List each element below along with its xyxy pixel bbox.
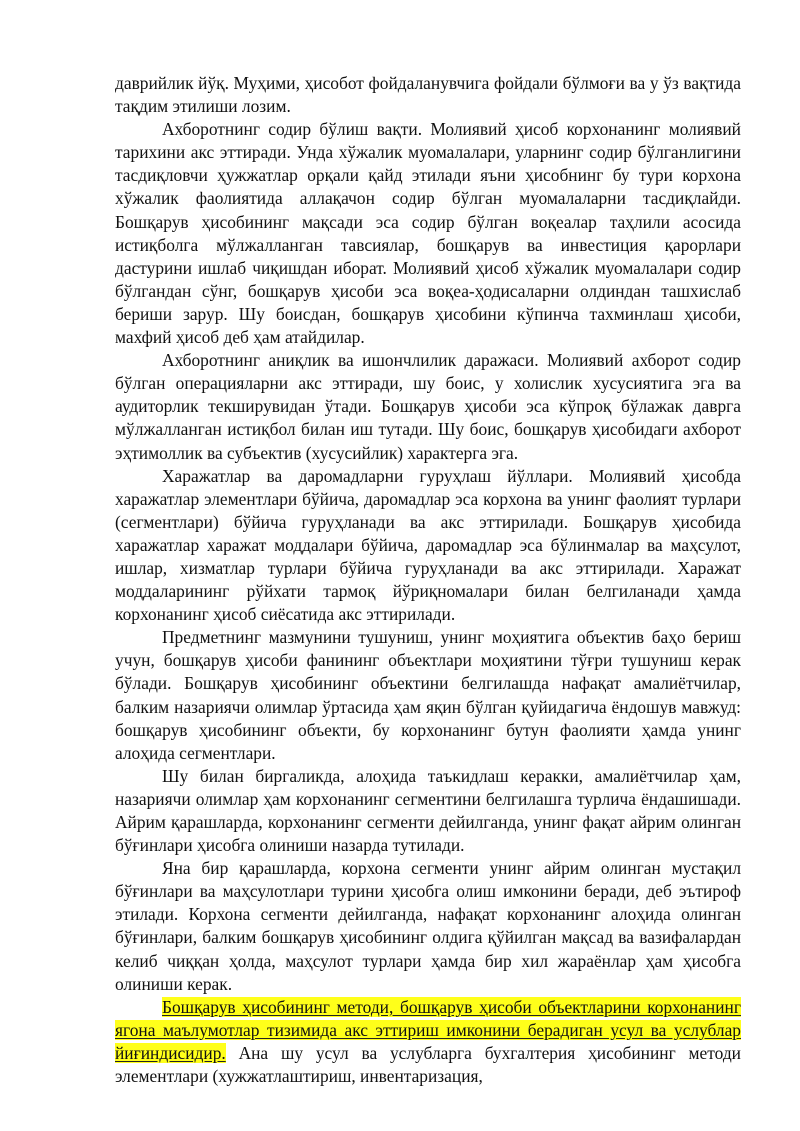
paragraph-1: Ахборотнинг содир бўлиш вақти. Молиявий ҳисоб корхонанинг молиявий тарихини акс эттиради. Унда хўжалик муомалалари, уларнинг содир бўлганлигини тасдиқловчи ҳужжатлар орқали қайд этилади яъни ҳисобнинг бу тури корхона хўжалик фаолиятида аллақачон содир бўлган муомалаларни тасдиқлайди. Бошқарув ҳисобининг мақсади эса содир бўлган воқеалар таҳлили асосида истиқболга мўлжалланган тавсиялар, бошқарув ва инвестиция қарорлари дастурини ишлаб чиқишдан иборат. Молиявий ҳисоб хўжалик муомалалари содир бўлгандан сўнг, бошқарув ҳисоби эса воқеа-ҳодисаларни олдиндан ташхислаб бериши зарур. Шу боисдан, бошқарув ҳисобини кўпинча тахминлаш ҳисоби, махфий ҳисоб деб ҳам атайдилар. [115, 119, 741, 348]
paragraph-2: Ахборотнинг аниқлик ва ишончлилик даражаси. Молиявий ахборот содир бўлган операцияларни акс эттиради, шу боис, у холислик хусусиятига эга ва аудиторлик текширувидан ўтади. Бошқарув ҳисоби эса кўпроқ бўлажак даврга мўлжалланган истиқбол билан иш тутади. Шу боис, бошқарув ҳисобидаги ахборот эҳтимоллик ва субъектив (хусусийлик) характерга эга. [115, 350, 741, 463]
paragraph-3: Харажатлар ва даромадларни гуруҳлаш йўллари. Молиявий ҳисобда харажатлар элементлари бўйича, даромадлар эса корхона ва унинг фаолият турлари (сегментлари) бўйича гуруҳланади ва акс эттирилади. Бошқарув ҳисобида харажатлар харажат моддалари бўйича, даромадлар эса бўлинмалар ва маҳсулот, ишлар, хизматлар турлари бўйича гуруҳланади ва акс эттирилади. Харажат моддаларининг рўйхати тармоқ йўриқномалари билан белгиланади ҳамда корхонанинг ҳисоб сиёсатида акс эттирилади. [115, 465, 741, 625]
paragraph-7-continuation: Ана шу усул ва услубларга бухгалтерия ҳисобининг методи элементлари (хужжатлаштириш, инвентаризация, [115, 1042, 741, 1087]
paragraph-4: Предметнинг мазмунини тушуниш, унинг моҳиятига объектив баҳо бериш учун, бошқарув ҳисоби фанининг объектлари моҳиятини тўғри тушуниш керак бўлади. Бошқарув ҳисобининг объектини белгилашда нафақат амалиётчилар, балким назариячи олимлар ўртасида ҳам яқин бўлган қуйидагича ёндошув мавжуд: бошқарув ҳисобининг объекти, бу корхонанинг бутун фаолияти ҳамда унинг алоҳида сегментлари. [115, 627, 741, 763]
paragraph-6: Яна бир қарашларда, корхона сегменти унинг айрим олинган мустақил бўғинлари ва маҳсулотлари турини ҳисобга олиш имконини беради, деб эътироф этилади. Корхона сегменти дейилганда, нафақат корхонанинг алоҳида олинган бўғинлари, балким бошқарув ҳисобининг олдига қўйилган мақсад ва вазифалардан келиб чиққан ҳолда, маҳсулот турлари ҳамда бир хил жараёнлар ҳам ҳисобга олиниши керак. [115, 858, 741, 994]
document-page [115, 72, 741, 1088]
paragraph-5: Шу билан биргаликда, алоҳида таъкидлаш керакки, амалиётчилар ҳам, назариячи олимлар ҳам корхонанинг сегментини белгилашга турлича ёндашишади. Айрим қарашларда, корхонанинг сегменти дейилганда, унинг фақат айрим олинган бўғинлари ҳисобга олиниши назарда тутилади. [115, 765, 741, 856]
highlighted-definition: Бошқарув ҳисобининг методи, бошқарув ҳисоби объектларини корхонанинг ягона маълумотлар тизимида акс эттириш имконини берадиган усул ва услублар йиғиндисидир. [115, 996, 741, 1063]
paragraph-7 [115, 996, 741, 1088]
paragraph-0: даврийлик йўқ. Муҳими, ҳисобот фойдаланувчига фойдали бўлмоғи ва у ўз вақтида тақдим этилиши лозим. [115, 73, 741, 117]
